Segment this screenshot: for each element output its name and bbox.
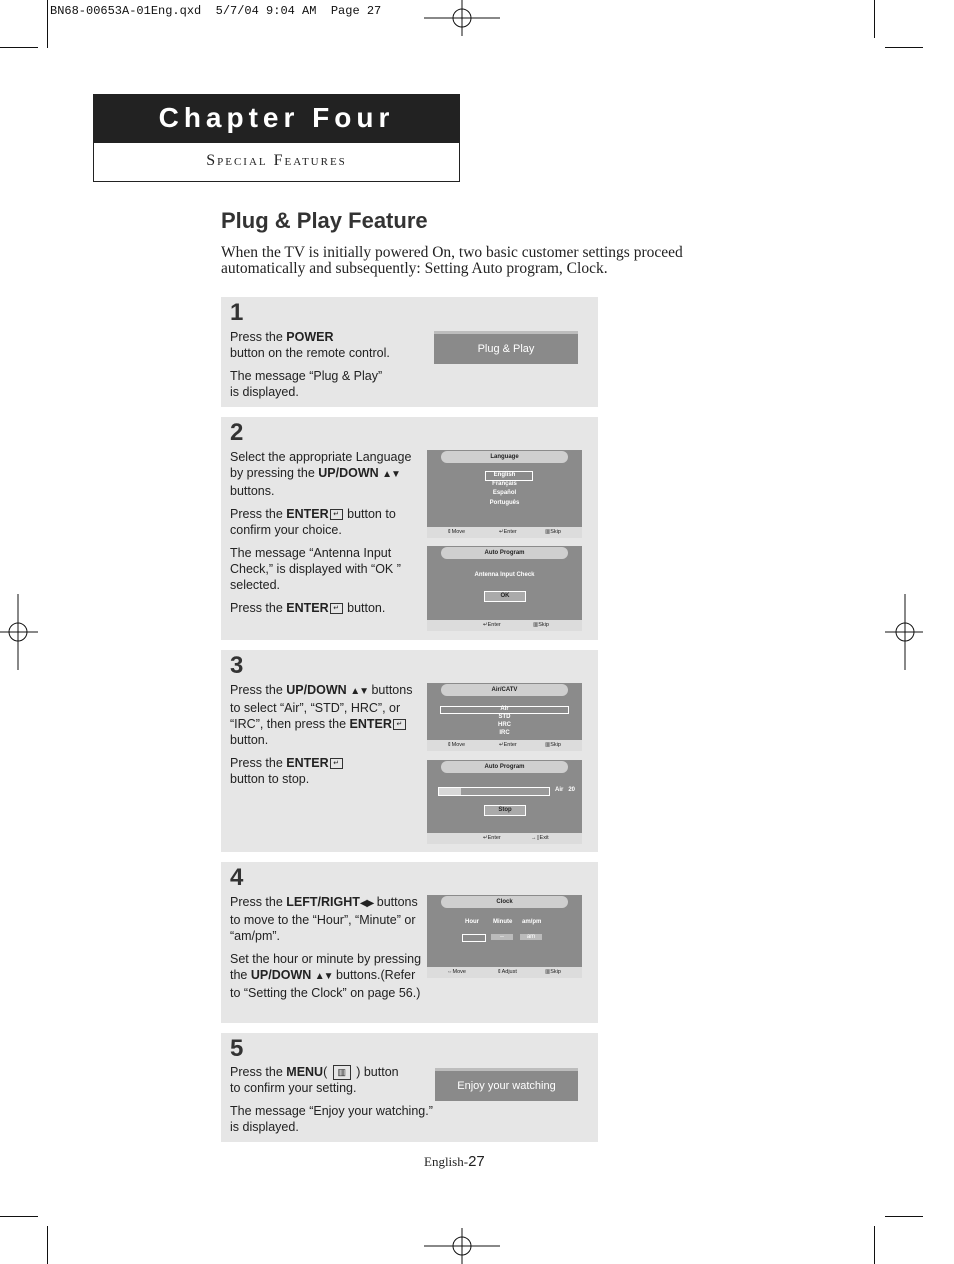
print-slug: BN68-00653A-01Eng.qxd 5/7/04 9:04 AM Page 27 [50, 4, 382, 18]
clock-screen [427, 895, 582, 978]
language-option: Français [492, 481, 517, 487]
screen-footer: ⇔ Move ⇕ Adjust ▥ Skip [427, 967, 582, 978]
step-5 [221, 1033, 598, 1142]
chapter-subtitle: Special Features [206, 152, 347, 169]
intro-paragraph: When the TV is initially powered On, two basic customer settings proceed automatically and subsequently: Setting Auto program, Clock. [221, 244, 683, 277]
up-down-arrows-icon: ▲▼ [382, 469, 400, 480]
screen-title: Auto Program [441, 761, 568, 773]
enter-icon: ↵ [330, 603, 343, 614]
chapter-title: Chapter Four [94, 95, 459, 143]
step-instructions: Press the MENU( ▥ ) button to confirm your setting. The message “Enjoy your watching.” is displayed. [230, 1065, 433, 1135]
ok-button: OK [484, 591, 526, 602]
step-number: 1 [230, 299, 244, 326]
step-number: 4 [230, 864, 244, 891]
screen-footer: ↵ Enter →▯ Exit [427, 833, 582, 844]
step-1 [221, 297, 598, 407]
enter-icon: ↵ [330, 758, 343, 769]
crop-mark [885, 1216, 923, 1217]
step-4 [221, 862, 598, 1023]
step-number: 2 [230, 419, 244, 446]
screen-title: Language [441, 451, 568, 463]
language-option: Español [492, 490, 517, 496]
crop-mark [47, 0, 48, 48]
enjoy-your-watching-screen: Enjoy your watching [435, 1068, 578, 1101]
hour-field [462, 934, 486, 942]
air-catv-option: Air [500, 706, 509, 712]
crop-mark [874, 1226, 875, 1264]
air-catv-screen [427, 683, 582, 751]
step-3 [221, 650, 598, 852]
crop-mark [874, 0, 875, 38]
chapter-header [93, 94, 460, 182]
auto-program-screen [427, 546, 582, 631]
crop-mark [0, 47, 38, 48]
auto-program-progress-screen [427, 760, 582, 844]
step-number: 5 [230, 1035, 244, 1062]
minute-field: -- [491, 934, 513, 940]
crop-mark [0, 1216, 38, 1217]
language-option: Português [489, 500, 520, 506]
step-instructions: Press the POWER button on the remote control. The message “Plug & Play” is displayed. [230, 330, 390, 399]
minute-label: Minute [493, 919, 513, 925]
screen-title: Air/CATV [441, 684, 568, 696]
crop-mark [47, 1226, 48, 1264]
screen-footer: ↵ Enter ▥ Skip [427, 620, 582, 631]
plug-and-play-screen: Plug & Play [434, 331, 578, 364]
screen-title: Auto Program [441, 547, 568, 559]
registration-mark-icon [424, 1228, 500, 1264]
antenna-input-check-message: Antenna Input Check [474, 572, 535, 578]
section-title: Plug & Play Feature [221, 208, 428, 233]
crop-mark [885, 47, 923, 48]
channel-status: Air 20 [555, 787, 576, 793]
step-instructions: Press the UP/DOWN ▲▼ buttons to select “Air”, “STD”, HRC”, or “IRC”, then press the ENTER ↵ button. Press the ENTER ↵ button to stop. [230, 683, 413, 786]
progress-bar [438, 787, 550, 796]
up-down-arrows-icon: ▲▼ [350, 686, 368, 697]
progress-fill [439, 788, 461, 795]
ampm-label: am/pm [522, 919, 542, 925]
step-instructions: Select the appropriate Language by pressing the UP/DOWN ▲▼ buttons. Press the ENTER ↵ button to confirm your choice. The message “Antenna Input Check,” is displayed with “OK ” selected. Press the ENTER ↵ button. [230, 450, 412, 615]
screen-footer: ⇕ Move ↵ Enter ▥ Skip [427, 740, 582, 751]
registration-mark-icon [0, 594, 38, 670]
enter-icon: ↵ [330, 509, 343, 520]
language-option: English [493, 472, 516, 478]
step-2 [221, 417, 598, 640]
hour-label: Hour [465, 919, 479, 925]
air-catv-option: HRC [498, 722, 511, 728]
step-instructions: Press the LEFT/RIGHT◀▶ buttons to move to the “Hour”, “Minute” or “am/pm”. Set the hour or minute by pressing the UP/DOWN ▲▼ buttons.(Refer to “Setting the Clock” on page 56.) [230, 895, 422, 1000]
screen-title: Clock [441, 896, 568, 908]
left-right-arrows-icon: ◀▶ [359, 898, 374, 909]
step-number: 3 [230, 652, 244, 679]
menu-icon: ▥ [333, 1065, 351, 1080]
screen-footer: ⇕ Move ↵ Enter ▥ Skip [427, 527, 582, 538]
stop-button: Stop [484, 805, 526, 816]
ampm-field: am [520, 934, 542, 940]
registration-mark-icon [885, 594, 923, 670]
language-screen [427, 450, 582, 538]
enter-icon: ↵ [393, 719, 406, 730]
registration-mark-icon [424, 0, 500, 36]
air-catv-option: STD [498, 714, 511, 720]
up-down-arrows-icon: ▲▼ [314, 971, 333, 982]
air-catv-option: IRC [499, 730, 510, 736]
page-number: English-27 [424, 1153, 485, 1170]
